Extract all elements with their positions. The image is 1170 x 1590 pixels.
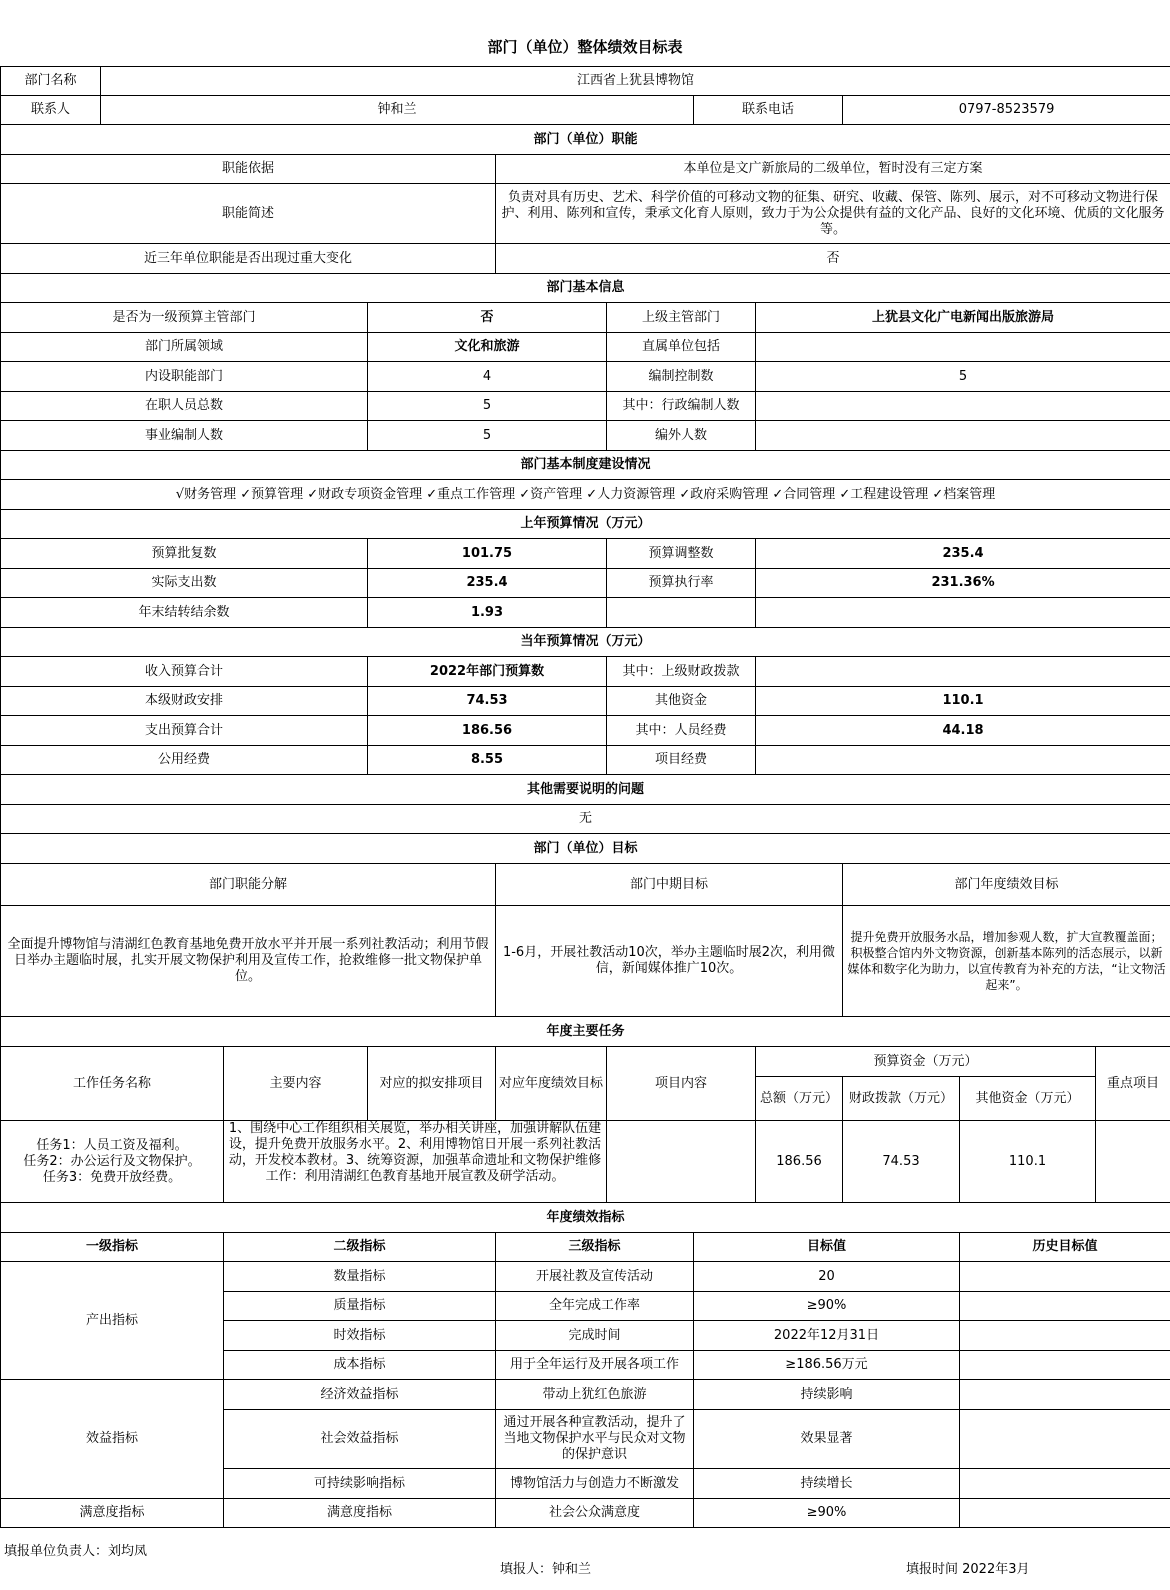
tasks-content: 1、围绕中心工作组织相关展览，举办相关讲座，加强讲解队伍建设，提升免费开放服务水平。2、利用博物馆日开展一系列社教活动，开发校本教材。3、统筹资源，加强革命遗址和文物保护维修工作：利用清湖红色教育基地开展宣教及研学活动。 [224, 1121, 607, 1203]
budget-label: 项目经费 [607, 746, 756, 775]
system-section: 部门基本制度建设情况 [1, 451, 1170, 480]
budget-value: 8.55 [368, 746, 607, 775]
system-checklist: √财务管理 ✓预算管理 ✓财政专项资金管理 ✓重点工作管理 ✓资产管理 ✓人力资源管理 ✓政府采购管理 ✓合同管理 ✓工程建设管理 ✓档案管理 [1, 480, 1170, 510]
budget-label: 其中：上级财政拨款 [607, 657, 756, 687]
goals-annual: 提升免费开放服务水品，增加参观人数，扩大宣教覆盖面；积极整合馆内外文物资源，创新基本陈列的活态展示，以新媒体和数字化为助力，以宣传教育为补充的方法，“让文物活起来”。 [843, 906, 1170, 1017]
tasks-key [1096, 1121, 1170, 1203]
footer-leader: 填报单位负责人：刘均凤 [4, 1544, 148, 1559]
indicators-header-level3: 三级指标 [496, 1233, 694, 1262]
budget-value: 2022年部门预算数 [368, 657, 607, 687]
indicator-level2: 可持续影响指标 [224, 1469, 496, 1499]
goals-midterm: 1-6月，开展社教活动10次，举办主题临时展2次，利用微信，新闻媒体推广10次。 [496, 906, 843, 1017]
function-summary-value: 负责对具有历史、艺术、科学价值的可移动文物的征集、研究、收藏、保管、陈列、展示，对不可移动文物进行保护、利用、陈列和宣传，秉承文化育人原则，致力于为公众提供有益的文化产品、良好的文化环境、优质的文化服务等。 [496, 184, 1170, 244]
task-item: 任务2：办公运行及文物保护。 [23, 1153, 201, 1169]
info-value: 文化和旅游 [368, 333, 607, 362]
tasks-header-budget: 预算资金（万元） [756, 1047, 1096, 1077]
tasks-project-content [607, 1121, 756, 1203]
indicator-level2: 成本指标 [224, 1351, 496, 1380]
indicator-level3: 博物馆活力与创造力不断激发 [496, 1469, 694, 1499]
indicator-level3: 社会公众满意度 [496, 1499, 694, 1528]
budget-value: 231.36% [756, 569, 1170, 598]
budget-label: 支出预算合计 [1, 716, 368, 746]
performance-target-table [0, 66, 1170, 1528]
indicator-group-output: 产出指标 [1, 1262, 224, 1380]
tasks-header-key: 重点项目 [1096, 1047, 1170, 1121]
contact-label: 联系人 [1, 96, 101, 125]
indicator-history [960, 1469, 1170, 1499]
phone-label: 联系电话 [694, 96, 843, 125]
indicator-group-satisfaction: 满意度指标 [1, 1499, 224, 1528]
info-value [756, 333, 1170, 362]
tasks-names [1, 1121, 224, 1203]
budget-label: 预算执行率 [607, 569, 756, 598]
function-section: 部门（单位）职能 [1, 125, 1170, 155]
contact-value: 钟和兰 [101, 96, 694, 125]
tasks-header-fiscal: 财政拨款（万元） [843, 1077, 960, 1121]
function-basis-label: 职能依据 [1, 155, 496, 184]
indicator-history [960, 1410, 1170, 1469]
budget-value: 235.4 [756, 539, 1170, 569]
goals-section: 部门（单位）目标 [1, 834, 1170, 864]
indicators-header-history: 历史目标值 [960, 1233, 1170, 1262]
tasks-header-project-content: 项目内容 [607, 1047, 756, 1121]
budget-label: 预算批复数 [1, 539, 368, 569]
indicator-level2: 社会效益指标 [224, 1410, 496, 1469]
budget-label: 收入预算合计 [1, 657, 368, 687]
indicator-history [960, 1321, 1170, 1351]
dept-name-value: 江西省上犹县博物馆 [101, 67, 1170, 96]
tasks-section: 年度主要任务 [1, 1017, 1170, 1047]
tasks-header-content: 主要内容 [224, 1047, 368, 1121]
tasks-fiscal: 74.53 [843, 1121, 960, 1203]
info-value: 5 [368, 392, 607, 421]
indicator-target: 2022年12月31日 [694, 1321, 960, 1351]
tasks-total: 186.56 [756, 1121, 843, 1203]
budget-label: 年末结转结余数 [1, 598, 368, 628]
indicator-level3: 开展社教及宣传活动 [496, 1262, 694, 1292]
budget-label: 公用经费 [1, 746, 368, 775]
budget-label: 其他资金 [607, 687, 756, 716]
indicator-level3: 完成时间 [496, 1321, 694, 1351]
indicator-history [960, 1351, 1170, 1380]
info-label: 其中：行政编制人数 [607, 392, 756, 421]
info-section: 部门基本信息 [1, 274, 1170, 303]
budget-value: 235.4 [368, 569, 607, 598]
indicator-level2: 满意度指标 [224, 1499, 496, 1528]
task-item: 任务3：免费开放经费。 [42, 1169, 182, 1185]
info-value: 否 [368, 303, 607, 333]
goals-header-annual: 部门年度绩效目标 [843, 864, 1170, 906]
budget-value: 1.93 [368, 598, 607, 628]
info-label: 上级主管部门 [607, 303, 756, 333]
budget-value [756, 746, 1170, 775]
indicator-history [960, 1262, 1170, 1292]
last-year-section: 上年预算情况（万元） [1, 510, 1170, 539]
function-basis-value: 本单位是文广新旅局的二级单位，暂时没有三定方案 [496, 155, 1170, 184]
indicator-target: 20 [694, 1262, 960, 1292]
budget-value: 186.56 [368, 716, 607, 746]
indicator-level2: 时效指标 [224, 1321, 496, 1351]
tasks-other: 110.1 [960, 1121, 1096, 1203]
info-value: 5 [756, 362, 1170, 392]
budget-value: 110.1 [756, 687, 1170, 716]
indicators-header-target: 目标值 [694, 1233, 960, 1262]
indicators-section: 年度绩效指标 [1, 1203, 1170, 1233]
budget-value: 74.53 [368, 687, 607, 716]
footer-time: 填报时间 2022年3月 [906, 1562, 1030, 1577]
info-label: 编制控制数 [607, 362, 756, 392]
budget-label: 预算调整数 [607, 539, 756, 569]
budget-label [607, 598, 756, 628]
indicator-history [960, 1292, 1170, 1321]
indicator-target: 持续影响 [694, 1380, 960, 1410]
function-change-label: 近三年单位职能是否出现过重大变化 [1, 244, 496, 274]
budget-label: 其中：人员经费 [607, 716, 756, 746]
indicator-level3: 通过开展各种宣教活动，提升了当地文物保护水平与民众对文物的保护意识 [496, 1410, 694, 1469]
indicator-history [960, 1380, 1170, 1410]
indicator-target: 效果显著 [694, 1410, 960, 1469]
phone-value: 0797-8523579 [843, 96, 1170, 125]
info-label: 在职人员总数 [1, 392, 368, 421]
indicators-header-level2: 二级指标 [224, 1233, 496, 1262]
tasks-header-total: 总额（万元） [756, 1077, 843, 1121]
dept-name-label: 部门名称 [1, 67, 101, 96]
budget-value [756, 598, 1170, 628]
info-label: 内设职能部门 [1, 362, 368, 392]
goals-decomposition: 全面提升博物馆与清湖红色教育基地免费开放水平并开展一系列社教活动；利用节假日举办主题临时展，扎实开展文物保护利用及宣传工作，抢救维修一批文物保护单位。 [1, 906, 496, 1017]
indicator-level2: 数量指标 [224, 1262, 496, 1292]
other-text: 无 [1, 805, 1170, 834]
indicators-header-level1: 一级指标 [1, 1233, 224, 1262]
indicator-target: ≥90% [694, 1292, 960, 1321]
indicator-target: ≥186.56万元 [694, 1351, 960, 1380]
indicator-level3: 带动上犹红色旅游 [496, 1380, 694, 1410]
goals-header-midterm: 部门中期目标 [496, 864, 843, 906]
function-change-value: 否 [496, 244, 1170, 274]
function-summary-label: 职能简述 [1, 184, 496, 244]
task-item: 任务1：人员工资及福利。 [36, 1137, 188, 1153]
indicator-history [960, 1499, 1170, 1528]
info-value: 4 [368, 362, 607, 392]
budget-label: 实际支出数 [1, 569, 368, 598]
indicator-level3: 全年完成工作率 [496, 1292, 694, 1321]
tasks-header-project: 对应的拟安排项目 [368, 1047, 496, 1121]
info-label: 部门所属领域 [1, 333, 368, 362]
info-label: 编外人数 [607, 421, 756, 451]
info-label: 直属单位包括 [607, 333, 756, 362]
indicator-level3: 用于全年运行及开展各项工作 [496, 1351, 694, 1380]
page-title: 部门（单位）整体绩效目标表 [487, 38, 683, 56]
budget-value: 44.18 [756, 716, 1170, 746]
indicator-group-benefit: 效益指标 [1, 1380, 224, 1499]
budget-value [756, 657, 1170, 687]
info-value: 5 [368, 421, 607, 451]
info-value: 上犹县文化广电新闻出版旅游局 [756, 303, 1170, 333]
goals-header-decomposition: 部门职能分解 [1, 864, 496, 906]
indicator-level2: 经济效益指标 [224, 1380, 496, 1410]
indicator-level2: 质量指标 [224, 1292, 496, 1321]
tasks-header-goal: 对应年度绩效目标 [496, 1047, 607, 1121]
budget-label: 本级财政安排 [1, 687, 368, 716]
budget-value: 101.75 [368, 539, 607, 569]
info-value [756, 392, 1170, 421]
info-value [756, 421, 1170, 451]
other-section: 其他需要说明的问题 [1, 775, 1170, 805]
indicator-target: 持续增长 [694, 1469, 960, 1499]
indicator-target: ≥90% [694, 1499, 960, 1528]
tasks-header-name: 工作任务名称 [1, 1047, 224, 1121]
info-label: 事业编制人数 [1, 421, 368, 451]
tasks-header-other: 其他资金（万元） [960, 1077, 1096, 1121]
this-year-section: 当年预算情况（万元） [1, 628, 1170, 657]
info-label: 是否为一级预算主管部门 [1, 303, 368, 333]
footer-reporter: 填报人：钟和兰 [500, 1562, 592, 1577]
